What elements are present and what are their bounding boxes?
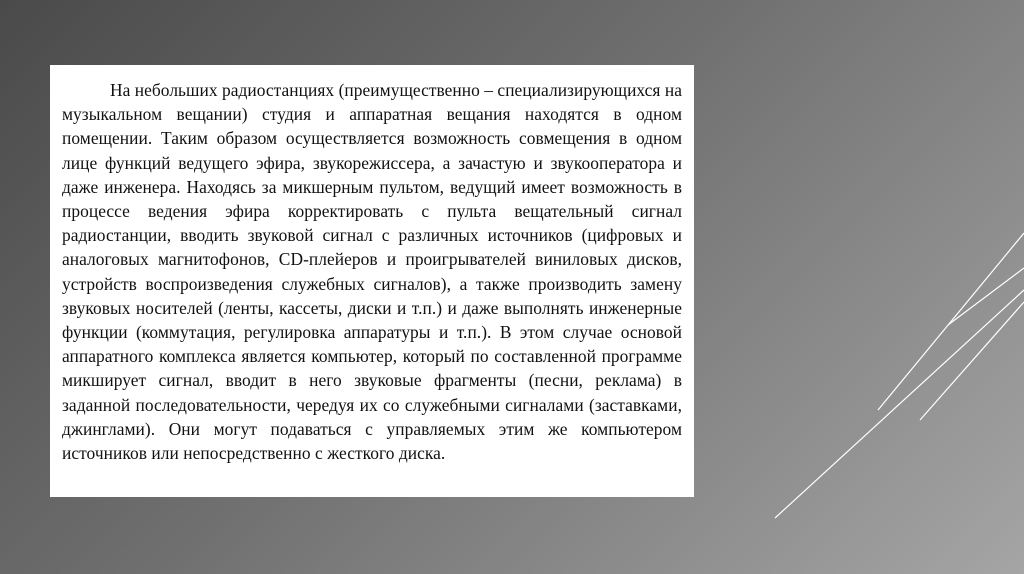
decor-line-3 (775, 290, 1024, 518)
decor-line-1 (878, 233, 1024, 410)
decor-line-4 (920, 302, 1024, 420)
text-panel (50, 65, 694, 497)
decor-line-2 (948, 268, 1024, 325)
body-paragraph: На небольших радиостанциях (преимущественно – специализирующихся на музыкальном вещании) студия и аппаратная вещания находятся в одном помещении. Таким образом осуществляется возможность совмещения в одном лице функций ведущего эфира, звукорежиссера, а зачастую и звукооператора и даже инженера. Находясь за микшерным пультом, ведущий имеет возможность в процессе ведения эфира корректировать с пульта вещательный сигнал радиостанции, вводить звуковой сигнал с различных источников (цифровых и аналоговых магнитофонов, CD-плейеров и проигрывателей виниловых дисков, устройств воспроизведения служебных сигналов), а также производить замену звуковых носителей (ленты, кассеты, диски и т.п.) и даже выполнять инженерные функции (коммутация, регулировка аппаратуры и т.п.). В этом случае основой аппаратного комплекса является компьютер, который по составленной программе микширует сигнал, вводит в него звуковые фрагменты (песни, реклама) в заданной последовательности, чередуя их со служебными сигналами (заставками, джинглами). Они могут подаваться с управляемых этим же компьютером источников или непосредственно с жесткого диска. (62, 80, 683, 464)
